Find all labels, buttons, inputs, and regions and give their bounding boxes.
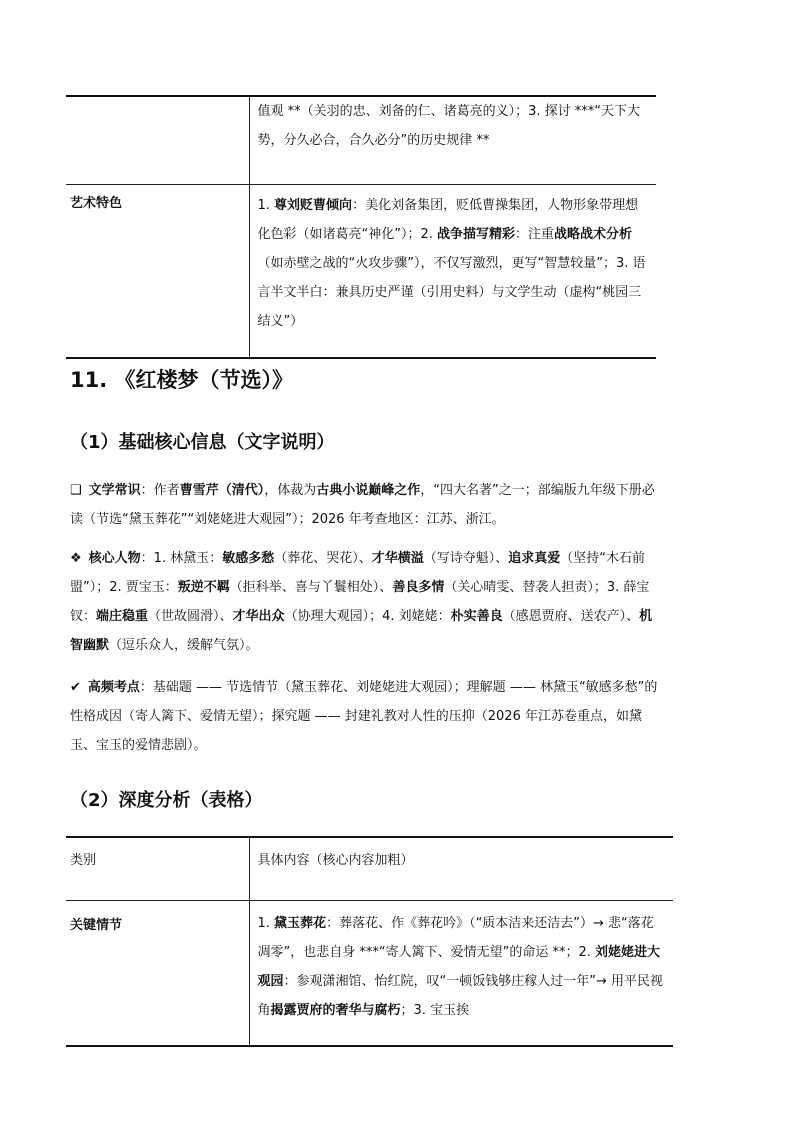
paragraph-exam-points: ✔ 高频考点：基础题 —— 节选情节（黛玉葬花、刘姥姥进大观园）；理解题 —— 林黛玉“敏感多愁”的性格成因（寄人篱下、爱情无望）；探究题 —— 封建礼教对人性的压抑（2026 年江苏卷重点，如黛玉、宝玉的爱情悲剧）。 [70,673,660,760]
subsection-title-basic-info: （1）基础核心信息（文字说明） [70,432,335,453]
table-dream-red-chamber-analysis [66,836,673,1047]
table-row [66,901,673,1047]
checkmark-bullet-icon: ✔ [70,680,81,695]
checkbox-bullet-icon: ❑ [70,483,82,498]
table-cell-label [66,96,249,185]
table-cell-label [66,901,249,1047]
paragraph-literary-knowledge: ❑ 文学常识：作者曹雪芹（清代），体裁为古典小说巅峰之作，“四大名著”之一；部编版九年级下册必读（节选“黛玉葬花”“刘姥姥进大观园”）；2026 年考查地区：江苏、浙江。 [70,476,660,534]
table-header-content: 具体内容（核心内容加粗） [249,837,673,901]
table-row [66,96,656,185]
diamond-bullet-icon: ❖ [70,551,82,566]
table-romance-three-kingdoms-analysis [66,95,656,359]
table-header-row [66,837,673,901]
row-label-key-plots: 关键情节 [70,918,123,933]
table-cell-content: 1. 黛玉葬花：葬落花、作《葬花吟》（“质本洁来还洁去”）→ 悲“落花凋零”，也悲自身 ***“寄人篱下、爱情无望”的命运 **；2. 刘姥姥进大观园：参观潇湘馆、怡红院，叹“一顿饭钱够庄稼人过一年”→ 用平民视角揭露贾府的奢华与腐朽；3. 宝玉挨 [249,901,673,1047]
table-cell-content: 值观 **（关羽的忠、刘备的仁、诸葛亮的义）；3. 探讨 ***“天下大势，分久必合，合久必分”的历史规律 ** [249,96,656,185]
table-row [66,185,656,359]
table-cell-label [66,185,249,359]
section-title: 11. 《红楼梦（节选）》 [70,368,294,392]
row-label-art-features: 艺术特色 [70,196,123,211]
table-cell-content: 1. 尊刘贬曹倾向：美化刘备集团，贬低曹操集团，人物形象带理想化色彩（如诸葛亮“神化”）；2. 战争描写精彩：注重战略战术分析（如赤壁之战的“火攻步骤”），不仅写激烈，更写“智慧较量”；3. 语言半文半白：兼具历史严谨（引用史料）与文学生动（虚构“桃园三结义”） [249,185,656,359]
paragraph-core-characters: ❖ 核心人物：1. 林黛玉：敏感多愁（葬花、哭花）、才华横溢（写诗夺魁）、追求真爱（坚持“木石前盟”）；2. 贾宝玉：叛逆不羁（拒科举、喜与丫鬟相处）、善良多情（关心晴雯、替袭人担责）；3. 薛宝钗：端庄稳重（世故圆滑）、才华出众（协理大观园）；4. 刘姥姥：朴实善良（感恩贾府、送农产）、机智幽默（逗乐众人，缓解气氛）。 [70,544,660,660]
table-header-category: 类别 [66,837,249,901]
subsection-title-deep-analysis: （2）深度分析（表格） [70,790,263,811]
